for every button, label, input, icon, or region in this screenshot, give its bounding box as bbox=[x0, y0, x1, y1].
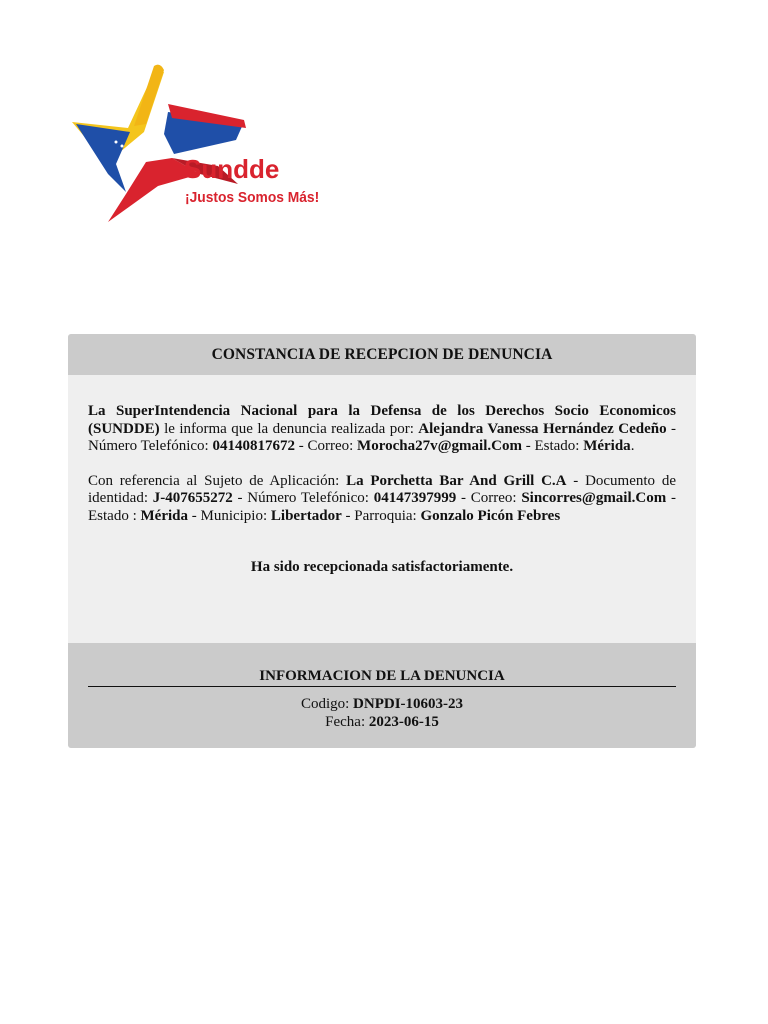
date-line bbox=[68, 713, 696, 731]
complainant-phone: 04140817672 bbox=[212, 438, 295, 455]
subject-doc: J-407655272 bbox=[152, 490, 233, 507]
date-label: Fecha: bbox=[325, 714, 369, 730]
subject-label: Con referencia al Sujeto de Aplicación: bbox=[88, 472, 347, 489]
subject-email: Sincorres@gmail.Com bbox=[521, 490, 667, 507]
complainant-name: Alejandra Vanessa Hernández Cedeño bbox=[418, 420, 667, 437]
complaint-receipt-card bbox=[68, 334, 696, 748]
phone-label: - Número Telefónico: bbox=[88, 420, 676, 455]
complainant-email: Morocha27v@gmail.Com bbox=[357, 438, 522, 455]
code-value: DNPDI-10603-23 bbox=[353, 696, 464, 712]
municipio-label: - Municipio: bbox=[187, 507, 271, 524]
card-body bbox=[68, 375, 696, 615]
complaint-info-section bbox=[68, 643, 696, 748]
intro-text: le informa que la denuncia realizada por: bbox=[159, 420, 419, 437]
state-label: - Estado: bbox=[521, 438, 584, 455]
subject-email-label: - Correo: bbox=[456, 490, 522, 507]
org-name: La SuperIntendencia Nacional para la Defensa de los Derechos Socio Economicos (SUNDDE) bbox=[88, 403, 676, 437]
logo-brand: Sundde bbox=[184, 154, 280, 184]
intro-end: . bbox=[630, 438, 635, 455]
info-title: INFORMACION DE LA DENUNCIA bbox=[88, 668, 676, 687]
code-line bbox=[68, 695, 696, 713]
subject-phone: 04147397999 bbox=[373, 490, 457, 507]
success-message: Ha sido recepcionada satisfactoriamente. bbox=[250, 558, 514, 575]
subject-phone-label: - Número Telefónico: bbox=[232, 490, 374, 507]
complainant-state: Mérida bbox=[583, 438, 631, 455]
parroquia-label: - Parroquia: bbox=[341, 507, 421, 524]
subject-parroquia: Gonzalo Picón Febres bbox=[420, 507, 561, 524]
sundde-logo bbox=[68, 62, 338, 230]
subject-state-label: -Estado : bbox=[88, 490, 676, 524]
logo-slogan: ¡Justos Somos Más! bbox=[185, 189, 320, 206]
card-title: CONSTANCIA DE RECEPCION DE DENUNCIA bbox=[68, 334, 696, 375]
subject-paragraph bbox=[88, 473, 676, 526]
code-label: Codigo: bbox=[300, 696, 354, 712]
intro-paragraph bbox=[88, 403, 676, 456]
doc-label: - Documento de identidad: bbox=[88, 472, 676, 507]
subject-municipio: Libertador bbox=[270, 507, 342, 524]
date-value: 2023-06-15 bbox=[368, 714, 439, 730]
email-label: - Correo: bbox=[294, 438, 358, 455]
subject-state: Mérida bbox=[140, 507, 188, 524]
subject-name: La Porchetta Bar And Grill C.A bbox=[346, 472, 567, 489]
